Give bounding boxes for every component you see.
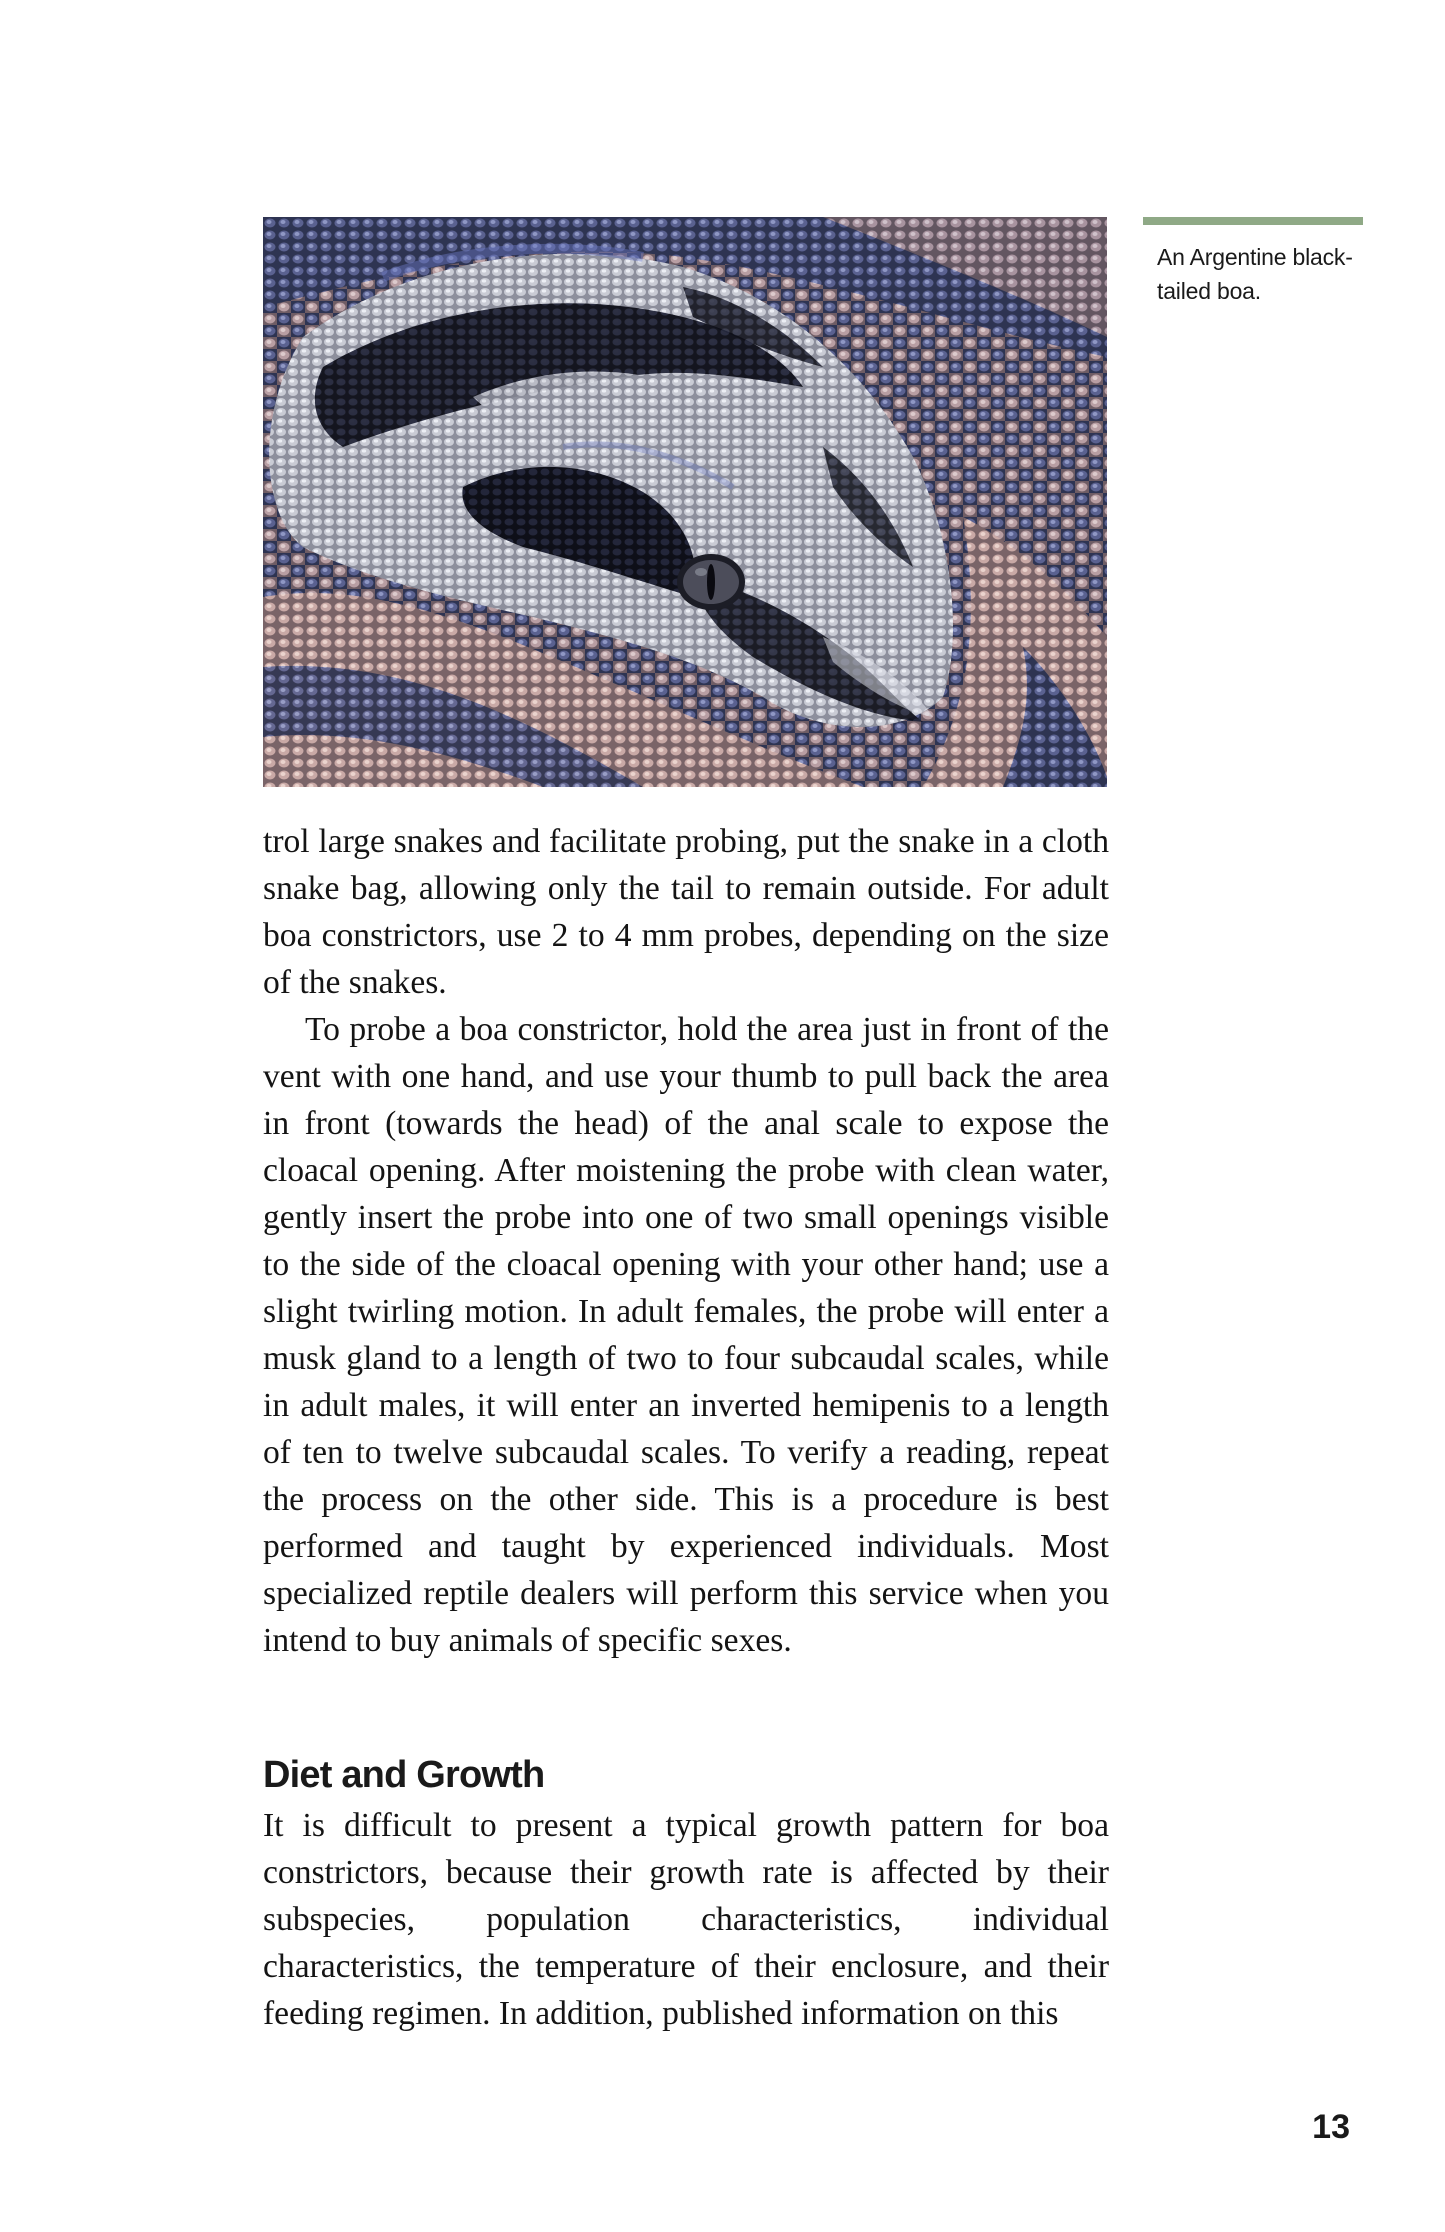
section-paragraph: It is difficult to present a typical growth pattern for boa constrictors, because their growth rate is affected by their subspecies, population characteristics, individual characteristics, the temperature of their enclosure, and their feeding regimen. In addition, published information on this bbox=[263, 1807, 1109, 2032]
paragraph: trol large snakes and facilitate probing, put the snake in a cloth snake bag, allowing only the tail to remain outside. For adult boa constrictors, use 2 to 4 mm probes, depending on the size of the snakes. bbox=[263, 823, 1109, 1001]
body-text bbox=[263, 818, 1109, 1664]
paragraph: To probe a boa constrictor, hold the area just in front of the vent with one hand, and use your thumb to pull back the area in front (towards the head) of the anal scale to expose the cloacal opening. After moistening the probe with clean water, gently insert the probe into one of two small openings visible to the side of the cloacal opening with your other hand; use a slight twirling motion. In adult females, the probe will enter a musk gland to a length of two to four subcaudal scales, while in adult males, it will enter an inverted hemipenis to a length of ten to twelve subcaudal scales. To verify a reading, repeat the process on the other side. This is a procedure is best performed and taught by experienced individuals. Most specialized reptile dealers will perform this service when you intend to buy animals of specific sexes. bbox=[263, 1011, 1109, 1659]
caption-rule bbox=[1143, 217, 1363, 225]
boa-photo bbox=[263, 217, 1107, 787]
page-number: 13 bbox=[1312, 2108, 1350, 2146]
figure-caption: An Argentine black-tailed boa. bbox=[1157, 244, 1353, 304]
section-heading: Diet and Growth bbox=[263, 1754, 545, 1796]
